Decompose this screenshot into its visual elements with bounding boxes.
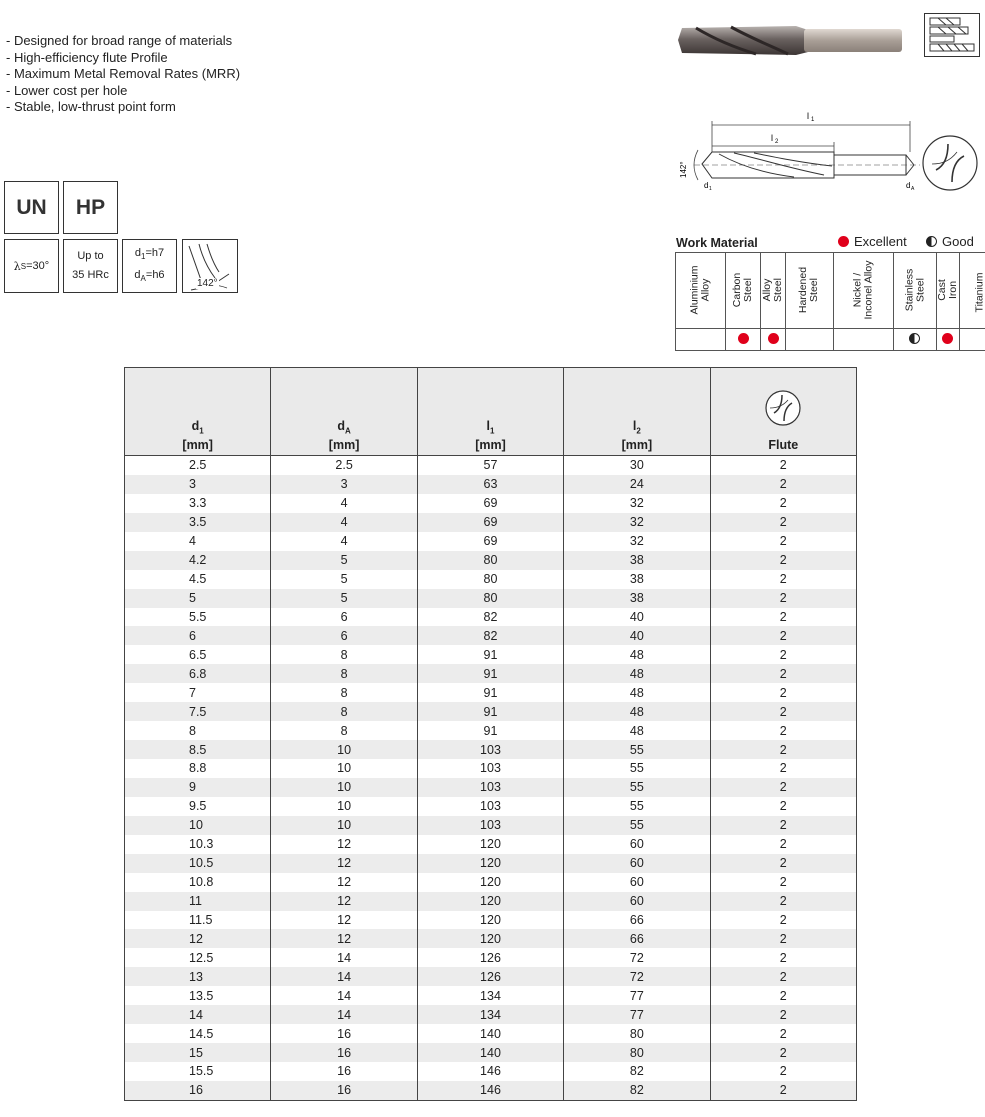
table-cell: 2	[710, 854, 856, 873]
table-row	[125, 911, 857, 930]
table-cell: 60	[564, 873, 710, 892]
table-row	[125, 626, 857, 645]
table-cell: 80	[417, 570, 563, 589]
good-half-dot-icon	[926, 236, 937, 247]
table-cell: 3	[271, 475, 417, 494]
table-cell: 91	[417, 645, 563, 664]
table-cell: 2	[710, 816, 856, 835]
tol-d1-sym: d	[134, 246, 141, 259]
table-cell: 8	[271, 683, 417, 702]
table-cell: 60	[564, 892, 710, 911]
table-cell: 38	[564, 551, 710, 570]
good-half-dot-icon	[909, 333, 920, 344]
table-row	[125, 967, 857, 986]
table-row	[125, 740, 857, 759]
table-cell: 91	[417, 664, 563, 683]
table-cell: 60	[564, 854, 710, 873]
table-cell: 16	[271, 1024, 417, 1043]
table-cell: 32	[564, 494, 710, 513]
material-header	[726, 253, 761, 329]
header-l1: $l_1$ [mm]	[417, 368, 563, 456]
table-row	[125, 664, 857, 683]
table-row	[125, 1024, 857, 1043]
table-cell: 57	[417, 456, 563, 475]
header-flute: Flute	[710, 368, 856, 456]
table-cell: 40	[564, 608, 710, 627]
table-cell: 48	[564, 702, 710, 721]
table-cell: 14	[125, 1005, 271, 1024]
table-cell: 2	[710, 589, 856, 608]
material-header	[959, 253, 985, 329]
table-cell: 55	[564, 778, 710, 797]
table-cell: 120	[417, 873, 563, 892]
material-name: Cast Iron	[935, 278, 959, 301]
helix-angle-spec	[4, 239, 59, 293]
table-row	[125, 683, 857, 702]
material-rating	[937, 329, 960, 351]
table-cell: 12.5	[125, 948, 271, 967]
tol-da-val: =h6	[145, 269, 165, 281]
table-cell: 12	[271, 911, 417, 930]
table-cell: 8	[271, 645, 417, 664]
table-cell: 60	[564, 835, 710, 854]
material-header	[786, 253, 833, 329]
table-cell: 134	[417, 986, 563, 1005]
table-cell: 8.5	[125, 740, 271, 759]
excellent-dot-icon	[838, 236, 849, 247]
table-cell: 2	[710, 683, 856, 702]
material-name: Hardened Steel	[797, 266, 821, 313]
table-cell: 14	[271, 1005, 417, 1024]
feature-item: - Maximum Metal Removal Rates (MRR)	[6, 66, 241, 81]
table-cell: 38	[564, 570, 710, 589]
header-l2: $l_2$ [mm]	[564, 368, 710, 456]
hardness-line1: Up to	[77, 250, 104, 262]
table-cell: 72	[564, 948, 710, 967]
table-cell: 6	[271, 626, 417, 645]
table-cell: 2	[710, 740, 856, 759]
table-row	[125, 721, 857, 740]
table-cell: 120	[417, 929, 563, 948]
table-cell: 5	[271, 551, 417, 570]
table-cell: 82	[564, 1081, 710, 1100]
table-cell: 140	[417, 1024, 563, 1043]
table-row	[125, 873, 857, 892]
material-header	[761, 253, 786, 329]
table-cell: 6.5	[125, 645, 271, 664]
material-rating	[893, 329, 937, 351]
material-rating	[833, 329, 893, 351]
material-name: Aluminium Alloy	[688, 264, 712, 315]
tool-type-icon	[924, 13, 980, 57]
table-cell: 2	[710, 1062, 856, 1081]
feature-list	[6, 33, 240, 116]
helix-value: =30°	[26, 260, 50, 272]
tol-da-sub: A	[140, 274, 146, 284]
table-cell: 120	[417, 911, 563, 930]
table-cell: 4	[271, 513, 417, 532]
table-cell: 66	[564, 929, 710, 948]
table-cell: 10	[271, 778, 417, 797]
table-row	[125, 948, 857, 967]
header-da: $d_A$ [mm]	[271, 368, 417, 456]
table-row	[125, 589, 857, 608]
table-cell: 2	[710, 986, 856, 1005]
table-cell: 103	[417, 797, 563, 816]
table-cell: 2	[710, 759, 856, 778]
table-cell: 2	[710, 911, 856, 930]
table-cell: 16	[125, 1081, 271, 1100]
table-row	[125, 1062, 857, 1081]
table-cell: 6	[271, 608, 417, 627]
table-row	[125, 892, 857, 911]
header-d1: $d_1$ [mm]	[125, 368, 271, 456]
table-cell: 82	[417, 626, 563, 645]
table-cell: 3	[125, 475, 271, 494]
table-cell: 15.5	[125, 1062, 271, 1081]
table-cell: 2	[710, 1024, 856, 1043]
table-cell: 10	[271, 740, 417, 759]
table-cell: 8.8	[125, 759, 271, 778]
l2-label: l	[771, 133, 773, 143]
table-cell: 12	[271, 929, 417, 948]
table-cell: 69	[417, 532, 563, 551]
table-cell: 14	[271, 986, 417, 1005]
table-cell: 13.5	[125, 986, 271, 1005]
table-cell: 2	[710, 475, 856, 494]
excellent-dot-icon	[768, 333, 779, 344]
svg-text:142°: 142°	[679, 161, 688, 178]
table-row	[125, 986, 857, 1005]
table-cell: 146	[417, 1062, 563, 1081]
table-cell: 3.5	[125, 513, 271, 532]
table-row	[125, 816, 857, 835]
table-cell: 120	[417, 835, 563, 854]
table-cell: 2	[710, 702, 856, 721]
feature-item: - Stable, low-thrust point form	[6, 99, 176, 114]
dimensions-table	[124, 367, 857, 1101]
table-cell: 5	[271, 570, 417, 589]
material-header	[937, 253, 960, 329]
material-rating	[676, 329, 726, 351]
table-cell: 2	[710, 626, 856, 645]
table-cell: 69	[417, 494, 563, 513]
tol-d1-val: =h7	[145, 246, 165, 259]
table-cell: 3.3	[125, 494, 271, 513]
tol-d1-sub: 1	[141, 252, 146, 261]
table-cell: 10	[271, 797, 417, 816]
table-cell: 16	[271, 1062, 417, 1081]
badge-hp: HP	[63, 181, 118, 234]
table-cell: 7	[125, 683, 271, 702]
table-cell: 2	[710, 1005, 856, 1024]
table-cell: 11	[125, 892, 271, 911]
material-header	[676, 253, 726, 329]
table-cell: 4.2	[125, 551, 271, 570]
table-cell: 2	[710, 1043, 856, 1062]
table-cell: 103	[417, 816, 563, 835]
table-cell: 14	[271, 948, 417, 967]
table-cell: 5.5	[125, 608, 271, 627]
table-row	[125, 475, 857, 494]
svg-text:A: A	[911, 186, 915, 192]
table-row	[125, 759, 857, 778]
table-cell: 4	[271, 494, 417, 513]
table-cell: 2	[710, 967, 856, 986]
drill-dimension-diagram	[674, 108, 980, 198]
table-cell: 10	[271, 816, 417, 835]
hardness-spec	[63, 239, 118, 293]
table-cell: 7.5	[125, 702, 271, 721]
drill-photo	[676, 20, 906, 60]
table-cell: 55	[564, 816, 710, 835]
table-cell: 13	[125, 967, 271, 986]
table-cell: 8	[271, 664, 417, 683]
table-row	[125, 854, 857, 873]
svg-text:1: 1	[709, 186, 712, 192]
table-cell: 30	[564, 456, 710, 475]
table-cell: 16	[271, 1081, 417, 1100]
table-cell: 146	[417, 1081, 563, 1100]
table-cell: 12	[271, 873, 417, 892]
table-cell: 4	[125, 532, 271, 551]
material-rating	[761, 329, 786, 351]
table-cell: 12	[271, 835, 417, 854]
table-cell: 2	[710, 664, 856, 683]
table-cell: 103	[417, 759, 563, 778]
material-name: Carbon Steel	[731, 272, 755, 307]
table-cell: 80	[564, 1024, 710, 1043]
table-cell: 9.5	[125, 797, 271, 816]
table-cell: 8	[125, 721, 271, 740]
table-cell: 2	[710, 929, 856, 948]
material-name: Titanium	[973, 272, 985, 312]
lambda-symbol: λ	[13, 259, 21, 273]
table-cell: 2	[710, 835, 856, 854]
table-row	[125, 1005, 857, 1024]
table-cell: 126	[417, 967, 563, 986]
flute-cross-section-icon	[763, 388, 803, 428]
table-row	[125, 551, 857, 570]
tol-da-sym: d	[134, 269, 141, 281]
table-cell: 32	[564, 532, 710, 551]
legend-excellent-label: Excellent	[854, 234, 907, 249]
material-header	[893, 253, 937, 329]
table-row	[125, 513, 857, 532]
table-cell: 2	[710, 532, 856, 551]
table-cell: 134	[417, 1005, 563, 1024]
table-row	[125, 494, 857, 513]
table-row	[125, 835, 857, 854]
feature-item: - High-efficiency flute Profile	[6, 49, 168, 65]
material-rating	[959, 329, 985, 351]
material-header	[833, 253, 893, 329]
table-row	[125, 645, 857, 664]
material-name: Stainless Steel	[902, 268, 926, 311]
table-cell: 2	[710, 873, 856, 892]
table-cell: 10.3	[125, 835, 271, 854]
table-cell: 11.5	[125, 911, 271, 930]
table-cell: 38	[564, 589, 710, 608]
table-cell: 91	[417, 702, 563, 721]
table-cell: 126	[417, 948, 563, 967]
table-cell: 140	[417, 1043, 563, 1062]
legend-excellent	[838, 234, 907, 249]
material-name: Alloy Steel	[761, 277, 785, 302]
legend-good-label: Good	[942, 234, 974, 249]
material-rating	[786, 329, 833, 351]
table-cell: 12	[271, 892, 417, 911]
table-row	[125, 570, 857, 589]
table-cell: 2	[710, 513, 856, 532]
table-cell: 2	[710, 797, 856, 816]
table-cell: 2	[710, 721, 856, 740]
table-cell: 2	[710, 645, 856, 664]
svg-text:1: 1	[811, 117, 815, 123]
table-cell: 2	[710, 1081, 856, 1100]
table-row	[125, 456, 857, 475]
svg-text:d: d	[704, 181, 709, 190]
table-cell: 69	[417, 513, 563, 532]
point-angle-label: 142°	[197, 278, 218, 289]
table-row	[125, 797, 857, 816]
legend-good	[926, 234, 974, 249]
table-cell: 2	[710, 494, 856, 513]
table-row	[125, 1081, 857, 1100]
table-row	[125, 778, 857, 797]
table-cell: 5	[125, 589, 271, 608]
table-row	[125, 929, 857, 948]
table-cell: 2.5	[271, 456, 417, 475]
table-cell: 120	[417, 854, 563, 873]
material-rating	[726, 329, 761, 351]
feature-item: - Lower cost per hole	[6, 82, 128, 98]
table-cell: 15	[125, 1043, 271, 1062]
table-cell: 77	[564, 986, 710, 1005]
table-cell: 55	[564, 740, 710, 759]
table-cell: 80	[417, 551, 563, 570]
table-row	[125, 1043, 857, 1062]
tolerance-spec	[122, 239, 177, 293]
table-cell: 82	[564, 1062, 710, 1081]
excellent-dot-icon	[942, 333, 953, 344]
table-cell: 10.5	[125, 854, 271, 873]
table-cell: 2	[710, 570, 856, 589]
table-cell: 103	[417, 778, 563, 797]
hardness-line2: 35 HRc	[72, 269, 109, 281]
table-row	[125, 702, 857, 721]
table-cell: 2	[710, 608, 856, 627]
table-cell: 16	[271, 1043, 417, 1062]
table-cell: 4.5	[125, 570, 271, 589]
table-cell: 2	[710, 456, 856, 475]
table-cell: 91	[417, 683, 563, 702]
table-cell: 48	[564, 645, 710, 664]
table-cell: 8	[271, 702, 417, 721]
table-cell: 82	[417, 608, 563, 627]
table-cell: 2	[710, 892, 856, 911]
point-angle-spec	[182, 239, 238, 293]
table-cell: 80	[564, 1043, 710, 1062]
helix-sub: S	[20, 261, 27, 271]
table-cell: 103	[417, 740, 563, 759]
badge-un: UN	[4, 181, 59, 234]
table-cell: 48	[564, 683, 710, 702]
table-cell: 6	[125, 626, 271, 645]
material-name: Nickel / Inconel Alloy	[851, 260, 875, 319]
table-cell: 66	[564, 911, 710, 930]
work-material-table	[675, 252, 985, 351]
table-cell: 2	[710, 551, 856, 570]
table-cell: 77	[564, 1005, 710, 1024]
table-cell: 14.5	[125, 1024, 271, 1043]
excellent-dot-icon	[738, 333, 749, 344]
table-cell: 5	[271, 589, 417, 608]
table-cell: 2.5	[125, 456, 271, 475]
table-row	[125, 532, 857, 551]
table-cell: 91	[417, 721, 563, 740]
table-cell: 24	[564, 475, 710, 494]
table-cell: 10	[271, 759, 417, 778]
table-cell: 12	[271, 854, 417, 873]
feature-item: - Designed for broad range of materials	[6, 33, 233, 48]
table-cell: 2	[710, 778, 856, 797]
table-cell: 48	[564, 664, 710, 683]
table-cell: 55	[564, 797, 710, 816]
table-cell: 120	[417, 892, 563, 911]
table-cell: 48	[564, 721, 710, 740]
svg-text:d: d	[906, 181, 911, 190]
work-material-title: Work Material	[676, 236, 758, 250]
l1-label: l	[807, 111, 809, 121]
table-cell: 12	[125, 929, 271, 948]
table-cell: 40	[564, 626, 710, 645]
table-cell: 6.8	[125, 664, 271, 683]
table-cell: 9	[125, 778, 271, 797]
table-cell: 4	[271, 532, 417, 551]
table-cell: 14	[271, 967, 417, 986]
table-cell: 10.8	[125, 873, 271, 892]
table-cell: 10	[125, 816, 271, 835]
table-cell: 80	[417, 589, 563, 608]
svg-text:2: 2	[775, 139, 779, 145]
table-cell: 32	[564, 513, 710, 532]
table-cell: 63	[417, 475, 563, 494]
table-cell: 55	[564, 759, 710, 778]
table-cell: 72	[564, 967, 710, 986]
table-cell: 2	[710, 948, 856, 967]
table-cell: 8	[271, 721, 417, 740]
table-row	[125, 608, 857, 627]
